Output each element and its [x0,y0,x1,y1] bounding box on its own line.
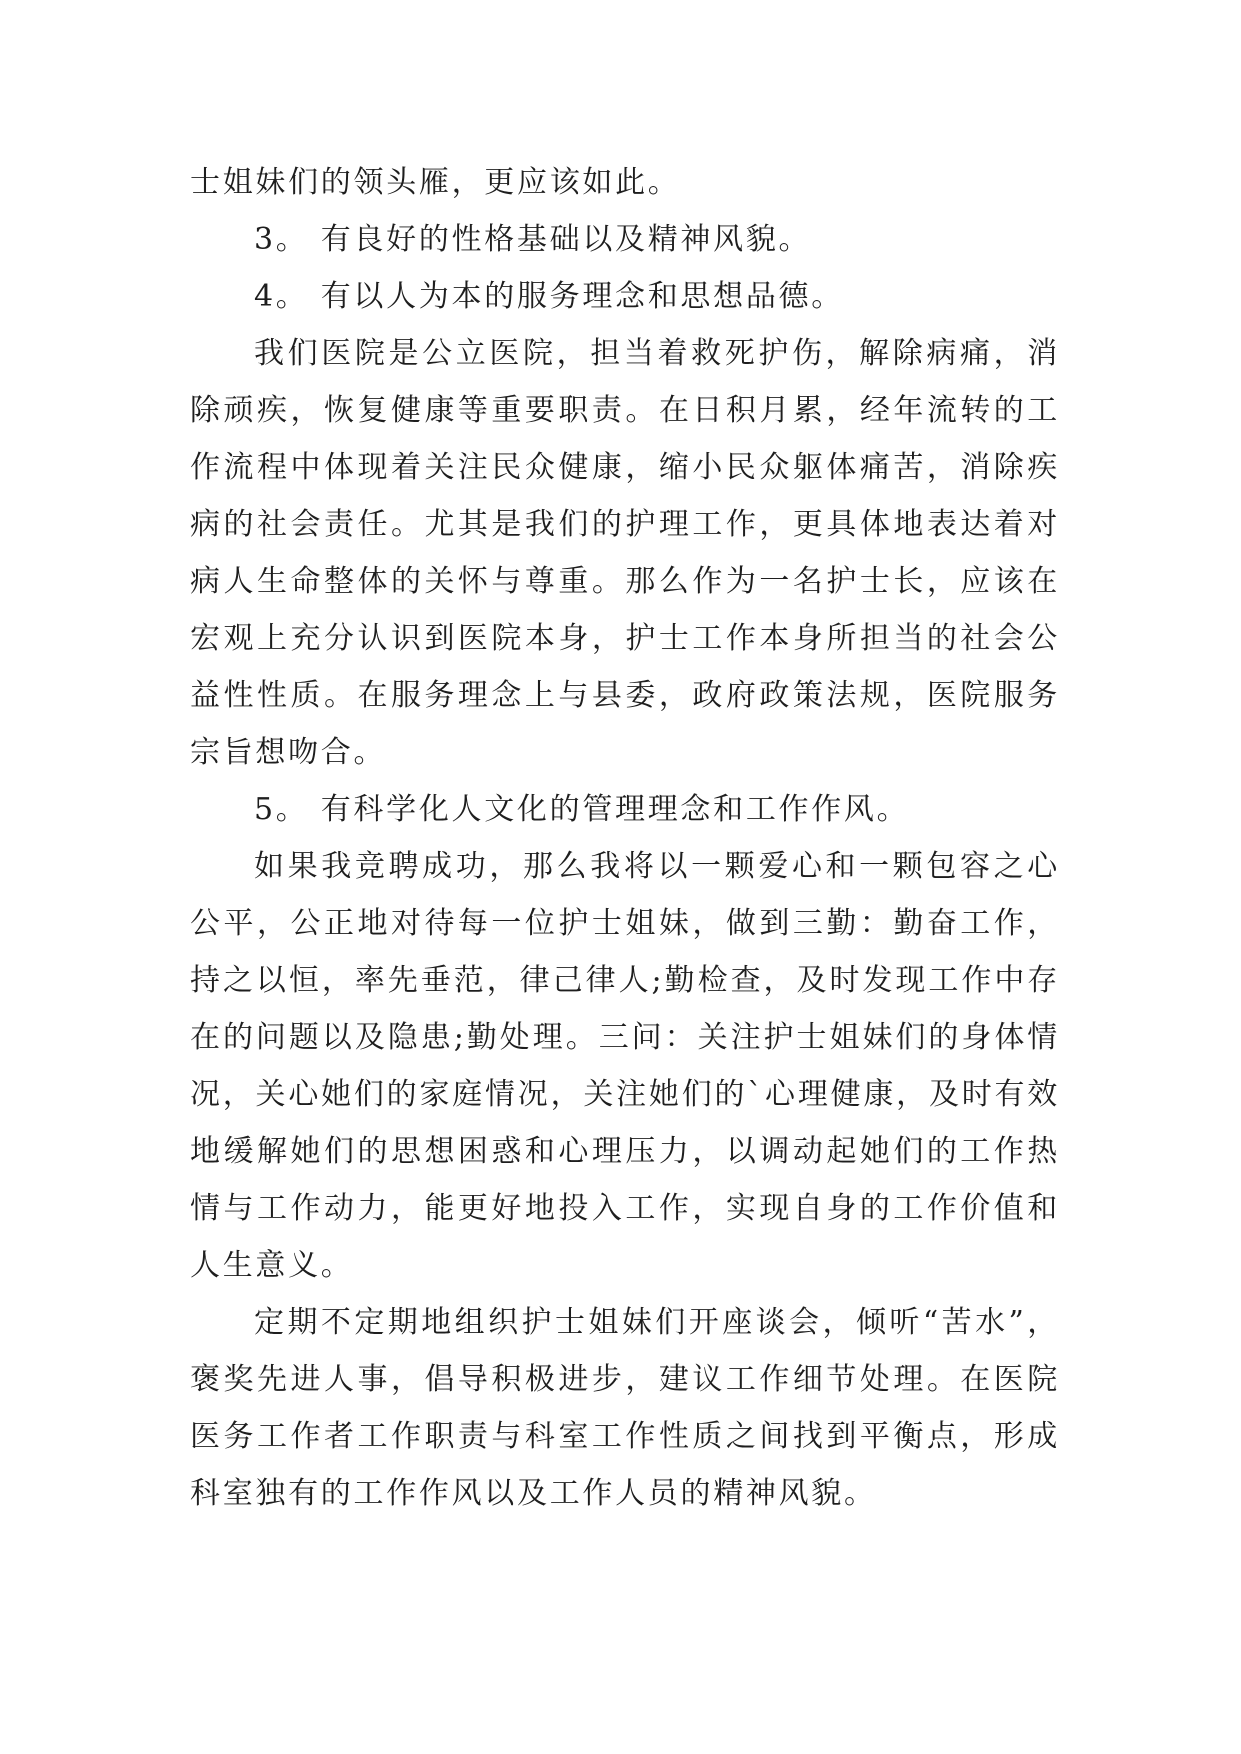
document-body [190,154,1060,1522]
paragraph-item-4: 4。 有以人为本的服务理念和思想品德。 [254,279,844,314]
paragraph-regular-meetings: 定期不定期地组织护士姐妹们开座谈会，倾听“苦水”，褒奖先进人事，倡导积极进步，建议工作细节处理。在医院医务工作者工作职责与科室工作性质之间找到平衡点，形成科室独有的工作作风以及工作人员的精神风貌。 [190,1305,1060,1511]
paragraph-if-successful: 如果我竞聘成功，那么我将以一颗爱心和一颗包容之心公平，公正地对待每一位护士姐妹，做到三勤：勤奋工作，持之以恒，率先垂范，律己律人;勤检查，及时发现工作中存在的问题以及隐患;勤处理。三问：关注护士姐妹们的身体情况，关心她们的家庭情况，关注她们的`心理健康，及时有效地缓解她们的思想困惑和心理压力，以调动起她们的工作热情与工作动力，能更好地投入工作，实现自身的工作价值和人生意义。 [190,849,1060,1283]
paragraph-continuation: 士姐妹们的领头雁，更应该如此。 [190,165,681,200]
paragraph-item-3: 3。 有良好的性格基础以及精神风貌。 [254,222,812,257]
paragraph-public-hospital: 我们医院是公立医院，担当着救死护伤，解除病痛，消除顽疾，恢复健康等重要职责。在日积月累，经年流转的工作流程中体现着关注民众健康，缩小民众躯体痛苦，消除疾病的社会责任。尤其是我们的护理工作，更具体地表达着对病人生命整体的关怀与尊重。那么作为一名护士长，应该在宏观上充分认识到医院本身，护士工作本身所担当的社会公益性性质。在服务理念上与县委，政府政策法规，医院服务宗旨想吻合。 [190,336,1060,770]
paragraph-item-5: 5。 有科学化人文化的管理理念和工作作风。 [254,792,910,827]
